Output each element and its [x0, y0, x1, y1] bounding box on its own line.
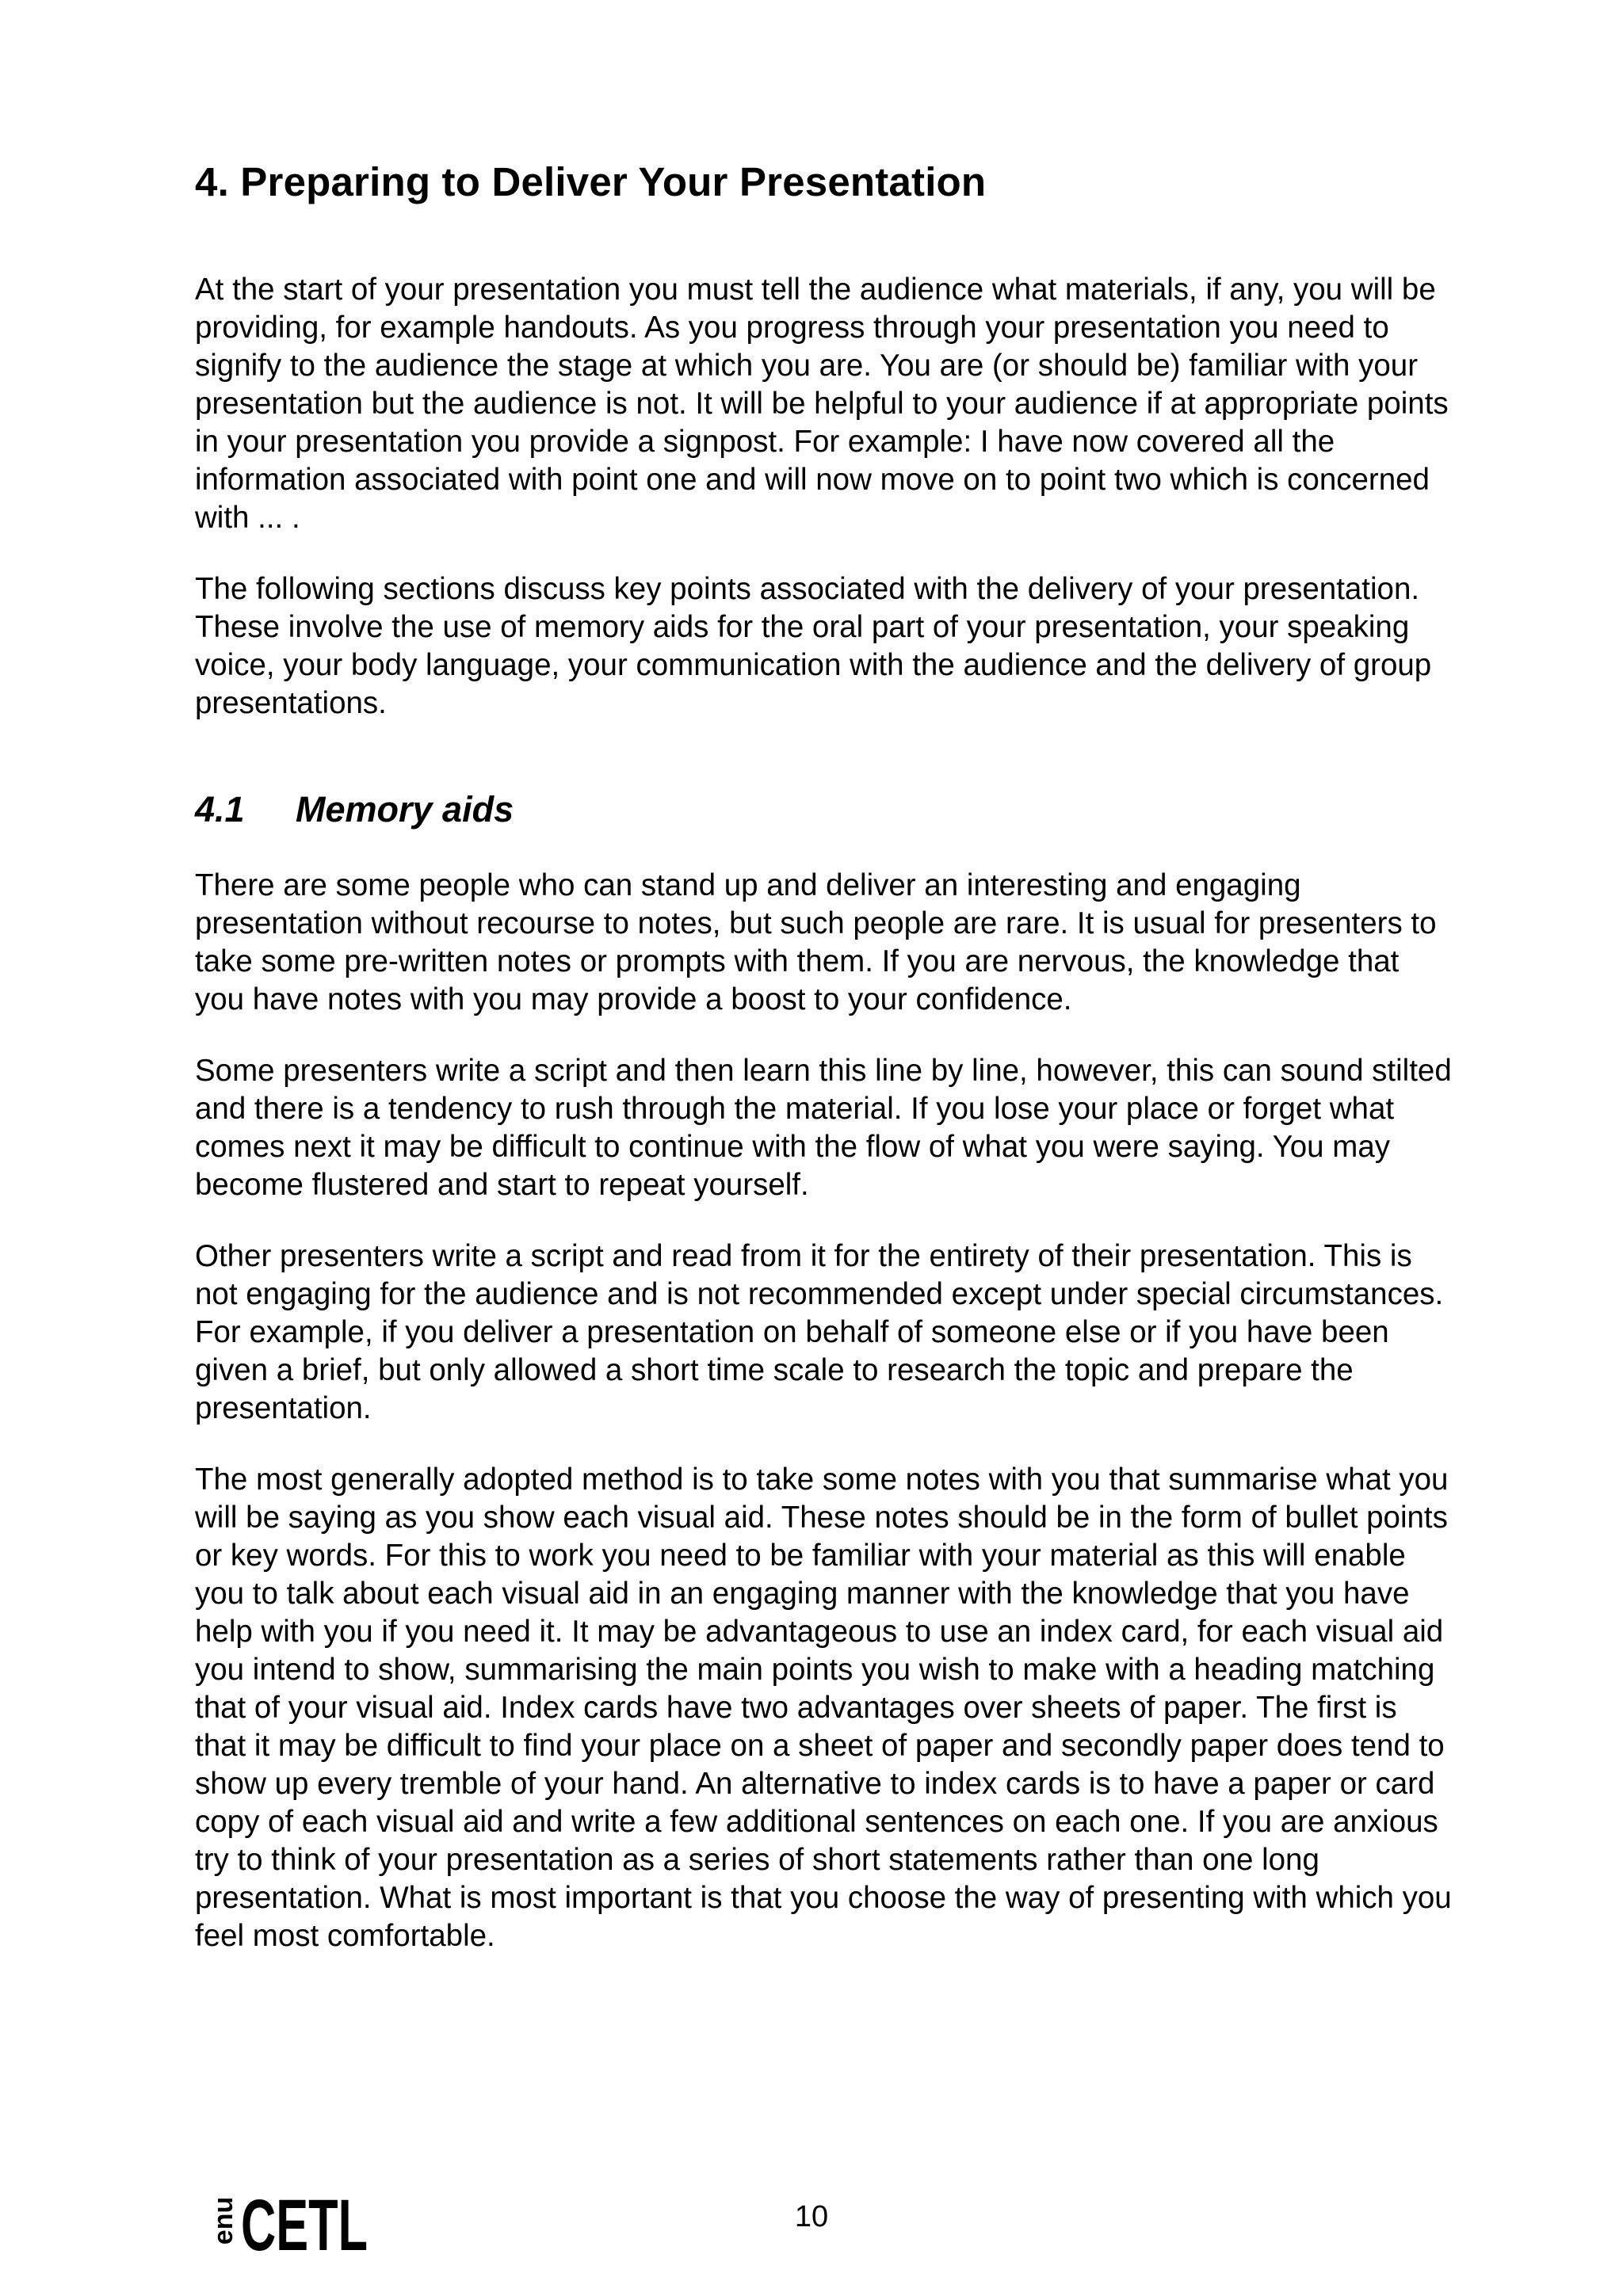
- page-number: 10: [794, 2200, 829, 2233]
- section-title: Memory aids: [296, 789, 514, 830]
- intro-paragraph-2: The following sections discuss key points associated with the delivery of your presentation. These involve the use of memory aids for the oral part of your presentation, your speaking voice, your body language, your communication with the audience and the delivery of group presentations.: [195, 572, 1432, 720]
- page-title: 4. Preparing to Deliver Your Presentation: [195, 159, 987, 204]
- section-paragraph-4: The most generally adopted method is to take some notes with you that summarise what you will be saying as you show each visual aid. These notes should be in the form of bullet points or key words. For this to work you need to be familiar with your material as this will enable you to talk about each visual aid in an engaging manner with the knowledge that you have help with you if you need it. It may be advantageous to use an index card, for each visual aid you intend to show, summarising the main points you wish to make with a heading matching that of your visual aid. Index cards have two advantages over sheets of paper. The first is that it may be difficult to find your place on a sheet of paper and secondly paper does tend to show up every tremble of your hand. An alternative to index cards is to have a paper or card copy of each visual aid and write a few additional sentences on each one. If you are anxious try to think of your presentation as a series of short statements rather than one long presentation. What is most important is that you choose the way of presenting with which you feel most comfortable.: [195, 1463, 1452, 1953]
- logo-small-text: enu: [208, 2196, 239, 2245]
- logo-large-text: CETL: [241, 2185, 368, 2266]
- section-paragraph-2: Some presenters write a script and then learn this line by line, however, this can sound stilted and there is a tendency to rush through the material. If you lose your place or forget what comes next it may be difficult to continue with the flow of what you were saying. You may become flustered and start to repeat yourself.: [195, 1054, 1452, 1202]
- section-number: 4.1: [195, 789, 245, 830]
- intro-paragraph-1: At the start of your presentation you must tell the audience what materials, if any, you will be providing, for example handouts. As you progress through your presentation you need to signify to the audience the stage at which you are. You are (or should be) familiar with your presentation but the audience is not. It will be helpful to your audience if at appropriate points in your presentation you provide a signpost. For example: I have now covered all the information associated with point one and will now move on to point two which is concerned with ... .: [195, 273, 1449, 535]
- section-heading: [195, 786, 1455, 833]
- page-content: [195, 155, 1455, 1955]
- section-paragraph-3: Other presenters write a script and read from it for the entirety of their presentation. This is not engaging for the audience and is not recommended except under special circumstances. For example, if you deliver a presentation on behalf of someone else or if you have been given a brief, but only allowed a short time scale to research the topic and prepare the presentation.: [195, 1239, 1444, 1425]
- section-paragraph-1: There are some people who can stand up and deliver an interesting and engaging presentation without recourse to notes, but such people are rare. It is usual for presenters to take some pre-written notes or prompts with them. If you are nervous, the knowledge that you have notes with you may provide a boost to your confidence.: [195, 868, 1437, 1016]
